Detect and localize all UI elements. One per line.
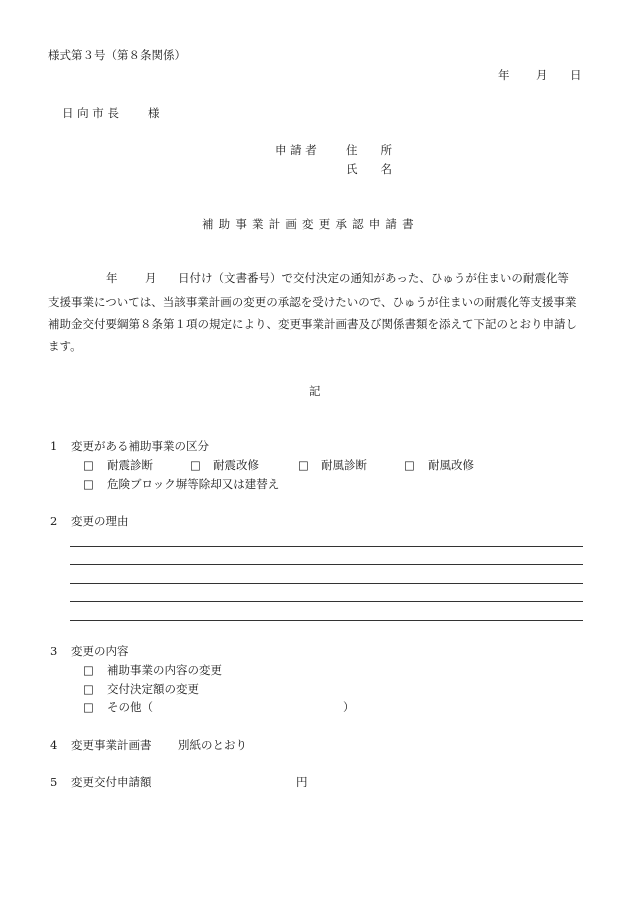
body-text-rest: 支援事業については、当該事業計画の変更の承認を受けたいので、ひゅうが住まいの耐震化等支援事業補助金交付要綱第８条第１項の規定により、変更事業計画書及び関係書類を添えて下記のとおり申請します。 <box>48 295 577 353</box>
option-other: その他（ <box>107 700 153 714</box>
section1-number: 1 <box>50 439 58 453</box>
option-wind-retrofit: 耐風改修 <box>428 458 474 472</box>
checkbox-wind-diagnosis[interactable]: □ <box>298 458 309 472</box>
reason-line-3[interactable] <box>70 583 583 584</box>
body-year: 年 <box>106 271 118 285</box>
section4-number: 4 <box>50 738 58 752</box>
section2-title: 変更の理由 <box>71 514 129 528</box>
reason-line-4[interactable] <box>70 601 583 602</box>
checkbox-content-change[interactable]: □ <box>83 663 94 677</box>
applicant-label: 申 請 者 <box>275 143 317 157</box>
option-amount-change: 交付決定額の変更 <box>107 682 199 696</box>
section2-number: 2 <box>50 514 58 528</box>
reason-line-2[interactable] <box>70 564 583 565</box>
checkbox-other[interactable]: □ <box>83 700 94 714</box>
section5-number: 5 <box>50 775 58 789</box>
date-year: 年 <box>498 68 510 82</box>
applicant-name-label: 氏 名 <box>346 162 392 176</box>
section5-title: 変更交付申請額 <box>71 775 152 789</box>
section4-title: 変更事業計画書 <box>71 738 152 752</box>
body-month: 月 <box>145 271 157 285</box>
body-text-lead: 日付け（文書番号）で交付決定の通知があった、ひゅうが住まいの耐震化等 <box>178 271 569 285</box>
reason-line-1[interactable] <box>70 546 583 547</box>
addressee-mayor: 日 向 市 長 <box>62 106 119 120</box>
section3-number: 3 <box>50 644 58 658</box>
applicant-address-label: 住 所 <box>346 143 392 157</box>
checkbox-wind-retrofit[interactable]: □ <box>404 458 415 472</box>
checkbox-amount-change[interactable]: □ <box>83 682 94 696</box>
option-seismic-retrofit: 耐震改修 <box>213 458 259 472</box>
document-title: 補助事業計画変更承認申請書 <box>202 217 419 231</box>
date-day: 日 <box>570 68 582 82</box>
option-other-close: ） <box>343 700 355 714</box>
checkbox-block-wall[interactable]: □ <box>83 477 94 491</box>
form-number: 様式第３号（第８条関係） <box>48 48 186 62</box>
ki-heading: 記 <box>309 384 321 398</box>
reason-line-5[interactable] <box>70 620 583 621</box>
addressee-honorific: 様 <box>148 106 160 120</box>
date-month: 月 <box>536 68 548 82</box>
option-seismic-diagnosis: 耐震診断 <box>107 458 153 472</box>
checkbox-seismic-diagnosis[interactable]: □ <box>83 458 94 472</box>
option-block-wall: 危険ブロック塀等除却又は建替え <box>107 477 280 491</box>
section4-value: 別紙のとおり <box>178 738 247 752</box>
checkbox-seismic-retrofit[interactable]: □ <box>190 458 201 472</box>
option-content-change: 補助事業の内容の変更 <box>107 663 222 677</box>
section1-title: 変更がある補助事業の区分 <box>71 439 209 453</box>
section5-unit: 円 <box>296 775 308 789</box>
option-wind-diagnosis: 耐風診断 <box>321 458 367 472</box>
section3-title: 変更の内容 <box>71 644 129 658</box>
